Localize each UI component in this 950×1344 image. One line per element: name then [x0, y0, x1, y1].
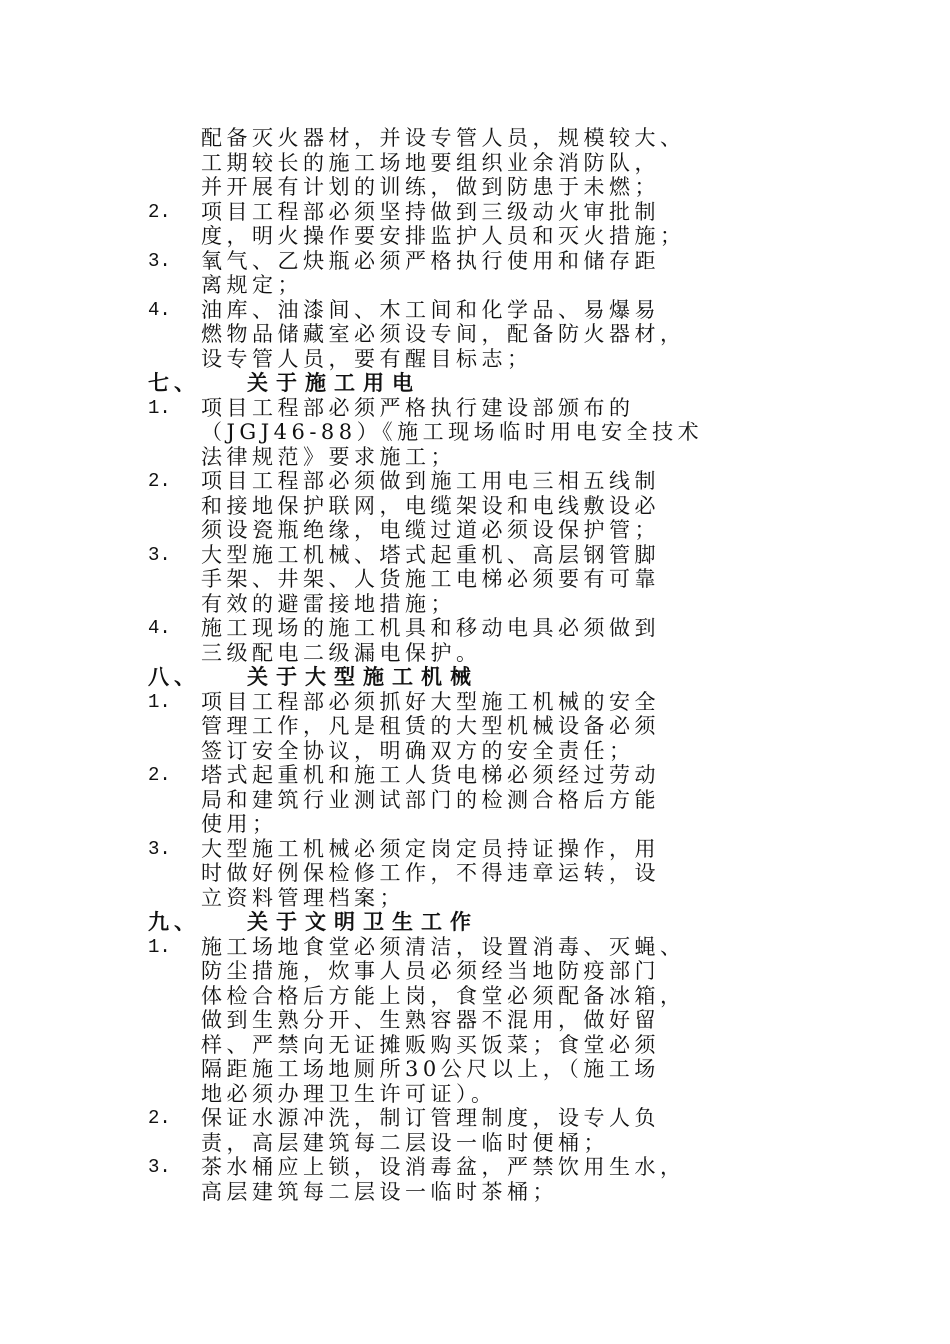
item-line: 大型施工机械、塔式起重机、高层钢管脚 — [201, 542, 660, 567]
item-number: 2. — [148, 1107, 171, 1129]
item-line: 度，明火操作要安排监护人员和灭火措施； — [201, 224, 686, 248]
item-line: 油库、油漆间、木工间和化学品、易爆易 — [201, 297, 660, 322]
item-line: 和接地保护联网，电缆架设和电线敷设必 — [201, 493, 660, 518]
item-line: 须设瓷瓶绝缘，电缆过道必须设保护管； — [201, 518, 660, 542]
item-line: 三级配电二级漏电保护。 — [201, 640, 482, 665]
intro-line: 配备灭火器材，并设专管人员，规模较大、 — [201, 126, 686, 150]
item-line: 项目工程部必须做到施工用电三相五线制 — [201, 469, 660, 493]
section-number: 七、 — [148, 370, 200, 395]
section-number: 八、 — [148, 664, 200, 689]
item-number: 1. — [148, 396, 171, 419]
item-line: 责，高层建筑每二层设一临时便桶； — [201, 1130, 609, 1155]
item-number: 4. — [148, 617, 171, 639]
item-number: 2. — [148, 200, 171, 223]
item-line: 局和建筑行业测试部门的检测合格后方能 — [201, 787, 660, 812]
item-line: 离规定； — [201, 273, 303, 297]
item-number: 4. — [148, 298, 171, 321]
item-line: 做到生熟分开、生熟容器不混用，做好留 — [201, 1008, 660, 1032]
section-number: 九、 — [148, 909, 200, 934]
item-line: 立资料管理档案； — [201, 885, 405, 910]
item-number: 3. — [148, 1156, 171, 1178]
item-line: 体检合格后方能上岗，食堂必须配备冰箱， — [201, 983, 686, 1008]
item-line: 保证水源冲洗，制订管理制度，设专人负 — [201, 1106, 660, 1130]
item-line: 手架、井架、人货施工电梯必须要有可靠 — [201, 567, 660, 591]
intro-line: 并开展有计划的训练，做到防患于未燃； — [201, 175, 660, 199]
item-line: 时做好例保检修工作，不得违章运转，设 — [201, 861, 660, 885]
item-number: 3. — [148, 543, 171, 566]
item-line: 施工场地食堂必须清洁，设置消毒、灭蝇、 — [201, 934, 686, 959]
item-line: 防尘措施，炊事人员必须经当地防疫部门 — [201, 959, 660, 983]
item-line: 塔式起重机和施工人货电梯必须经过劳动 — [201, 763, 660, 787]
item-number: 2. — [148, 470, 171, 492]
section-title: 关于施工用电 — [247, 370, 421, 395]
item-line: 管理工作，凡是租赁的大型机械设备必须 — [201, 714, 660, 738]
item-line: 氧气、乙炔瓶必须严格执行使用和储存距 — [201, 248, 660, 273]
item-number: 3. — [148, 249, 171, 272]
intro-line: 工期较长的施工场地要组织业余消防队， — [201, 150, 660, 175]
item-line: （JGJ46-88）《施工现场临时用电安全技术 — [201, 420, 704, 444]
item-line: 施工现场的施工机具和移动电具必须做到 — [201, 616, 660, 640]
item-number: 3. — [148, 837, 171, 860]
item-line: 地必须办理卫生许可证）。 — [201, 1081, 497, 1106]
section-title: 关于大型施工机械 — [247, 664, 479, 689]
item-line: 燃物品储藏室必须设专间，配备防火器材， — [201, 322, 686, 346]
item-line: 茶水桶应上锁，设消毒盆，严禁饮用生水， — [201, 1155, 686, 1179]
item-line: 高层建筑每二层设一临时茶桶； — [201, 1179, 558, 1204]
item-line: 大型施工机械必须定岗定员持证操作，用 — [201, 836, 660, 861]
item-number: 1. — [148, 935, 171, 958]
item-number: 2. — [148, 764, 171, 786]
item-line: 设专管人员，要有醒目标志； — [201, 346, 533, 371]
item-line: 项目工程部必须严格执行建设部颁布的 — [201, 395, 635, 420]
item-line: 隔距施工场地厕所30公尺以上，（施工场 — [201, 1057, 660, 1081]
section-title: 关于文明卫生工作 — [247, 909, 479, 934]
item-number: 1. — [148, 690, 171, 713]
item-line: 项目工程部必须坚持做到三级动火审批制 — [201, 199, 660, 224]
item-line: 项目工程部必须抓好大型施工机械的安全 — [201, 689, 660, 714]
item-line: 法律规范》要求施工； — [201, 444, 456, 469]
item-line: 签订安全协议，明确双方的安全责任； — [201, 738, 635, 763]
item-line: 使用； — [201, 812, 278, 836]
item-line: 有效的避雷接地措施； — [201, 591, 456, 616]
item-line: 样、严禁向无证摊贩购买饭菜；食堂必须 — [201, 1032, 660, 1057]
